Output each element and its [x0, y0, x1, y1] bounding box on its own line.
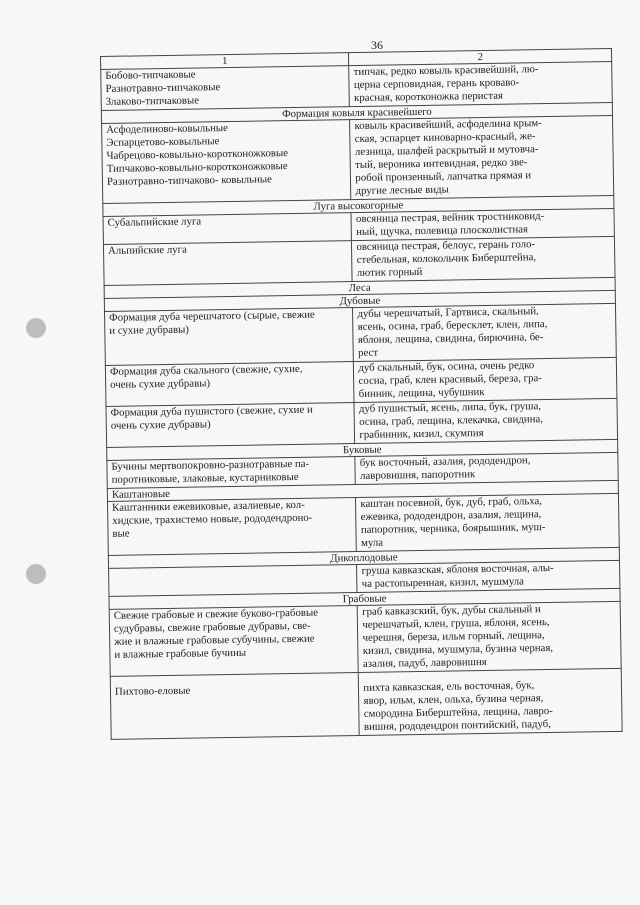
cell-line: ковыль красивейший, асфоделина крым- [354, 117, 542, 133]
cell-line: каштан посевной, бук, дуб, граб, ольха, [360, 495, 543, 510]
binder-hole-icon [26, 318, 46, 338]
cell-line: ный, щучка, полевица плосколистная [356, 223, 529, 238]
cell-line: сосна, граб, клен красивый, береза, гра- [358, 372, 542, 387]
formation-header: Луга высокогорные [103, 195, 614, 216]
cell-line: Разнотравно-типчаково- ковыльные [106, 173, 272, 188]
cell-line: церна серповидная, герань кроваво- [353, 76, 520, 92]
cell-line: стебельная, колокольчик Биберштейна, [356, 251, 537, 266]
cell-line: очень сухие дубравы) [110, 418, 211, 432]
formation-header: Дубовые [104, 290, 615, 311]
cell-line: ская, эспарцет киноварно-красный, же- [354, 130, 536, 146]
cell-line: лютик горный [356, 265, 423, 279]
cell-line: Бобово-типчаковые [105, 68, 196, 82]
cell-line: груша кавказская, яблоня восточная, алы- [361, 561, 554, 577]
cell-line: лезница, шалфей раскрытый и мутовча- [354, 143, 539, 159]
cell-line: рест [358, 346, 379, 359]
section-header: Леса [104, 277, 615, 298]
cell-line: Асфоделиново-ковыльные [106, 122, 229, 136]
cell-line: пихта кавказская, ель восточная, бук, [363, 679, 535, 694]
cell-line: дуб скальный, бук, осина, очень редко [358, 359, 535, 374]
table-row [110, 668, 622, 739]
formation-subheader: Каштановые [107, 480, 618, 501]
cell-line: и сухие дубравы) [109, 323, 189, 337]
cell-line: азалия, падуб, лавровишня [362, 656, 487, 670]
cell-line: Каштанники ежевиковые, азалиевые, кол- [112, 498, 305, 514]
cell-line: бинник, лещина, чубушник [358, 386, 485, 400]
cell-line: граб кавказский, бук, дубы скальный и [362, 603, 541, 618]
cell-line: робой пронзенный, лапчатка прямая и [355, 169, 532, 185]
cell-line: бук восточный, азалия, рододендрон, [359, 454, 531, 469]
formation-header: Буковые [107, 439, 618, 460]
cell-line: вые [112, 527, 130, 540]
cell-line: Формация дуба пушистого (свежие, сухие и [110, 403, 313, 419]
cell-line: Субальпийские луга [107, 215, 202, 229]
cell-line: яблоня, лещина, свидина, бирючина, бе- [357, 331, 544, 346]
formation-header: Грабовые [109, 588, 620, 609]
cell-line: вишня, рододендрон понтийский, падуб, [363, 718, 552, 733]
empty-cell [109, 565, 358, 597]
cell-line: и влажные грабовые бучины [114, 646, 247, 661]
formation-header: Дикоплодовые [108, 547, 619, 568]
cell-line: дуб пушистый, ясень, липа, бук, груша, [358, 400, 542, 415]
cell-line: очень сухие дубравы) [110, 377, 211, 391]
cell-line: Разнотравно-типчаковые [105, 81, 221, 95]
cell-line: мула [361, 536, 384, 549]
cell-line: Злаково-типчаковые [105, 94, 200, 108]
cell-line: Альпийские луга [107, 243, 187, 257]
formation-header: Формация ковыля красивейшего [101, 102, 612, 123]
cell-line: овсяница пестрая, вейник тростниковид- [355, 210, 545, 225]
cell-line: папоротник, черника, боярышник, муш- [360, 521, 546, 536]
page-number: 36 [371, 38, 383, 52]
column-header-1: 1 [101, 53, 350, 70]
cell-line: лавровишня, папоротник [359, 468, 476, 482]
table-row [102, 115, 614, 203]
cell-line: черешчатый, клен, груша, яблоня, ясень, [362, 616, 550, 631]
column-header-2: 2 [349, 48, 612, 65]
cell-line: кизил, свидина, мушмула, бузина черная, [362, 641, 554, 657]
cell-line: тый, вероника интевидная, редко зве- [355, 156, 528, 172]
cell-line: смородина Биберштейна, лещина, лавро- [363, 704, 553, 720]
binder-hole-icon [26, 564, 46, 584]
cell-line: ежевика, рододендрон, азалия, лещина, [360, 508, 542, 523]
cell-line: Формация дуба скального (свежие, сухие, [109, 362, 303, 378]
cell-line: ча растопыренная, кизил, мушмула [361, 575, 524, 590]
cell-line: Чабрецово-ковыльно-коротконожковые [106, 147, 289, 162]
cell-line: красная, коротконожка перистая [354, 89, 504, 105]
cell-line: Формация дуба черешчатого (сырые, свежие [109, 308, 315, 324]
cell-line: поротниковые, злаковые, кустарниковые [111, 470, 299, 486]
table-row [109, 601, 621, 676]
cell-line: хидские, трахистемо новые, рододендроно- [112, 511, 313, 527]
vegetation-table [100, 48, 623, 740]
cell-line: жие и влажные грабовые субучины, свежие [114, 632, 315, 648]
cell-line: Бучины мертвопокровно-разнотравные па- [111, 457, 310, 473]
cell-line: другие лесные виды [355, 183, 449, 198]
cell-line: явор, ильм, клен, ольха, бузина черная, [363, 692, 544, 707]
cell-line: Свежие грабовые и свежие буково-грабовые [113, 606, 319, 622]
cell-line: Типчаково-ковыльно-коротконожковые [106, 160, 288, 175]
cell-line: ясень, осина, граб, бересклет, клен, липа, [357, 318, 548, 333]
cell-line: грабинник, кизил, скумпия [359, 427, 484, 441]
cell-line: дубы черешчатый, Гартвиса, скальный, [357, 305, 539, 320]
cell-line: Пихтово-еловые [114, 684, 191, 698]
cell-line: черешня, береза, ильм горный, лещина, [362, 629, 545, 644]
table-row [105, 303, 617, 365]
cell-line: Эспарцетово-ковыльные [106, 135, 220, 149]
cell-line: осина, граб, лещина, клекачка, свидина, [359, 413, 544, 428]
cell-line: типчак, редко ковыль красивейший, лю- [353, 63, 539, 79]
cell-line: судубравы, свежие грабовые дубравы, све- [113, 619, 311, 635]
cell-line: овсяница пестрая, белоус, герань голо- [356, 238, 536, 253]
table-row [107, 493, 619, 555]
